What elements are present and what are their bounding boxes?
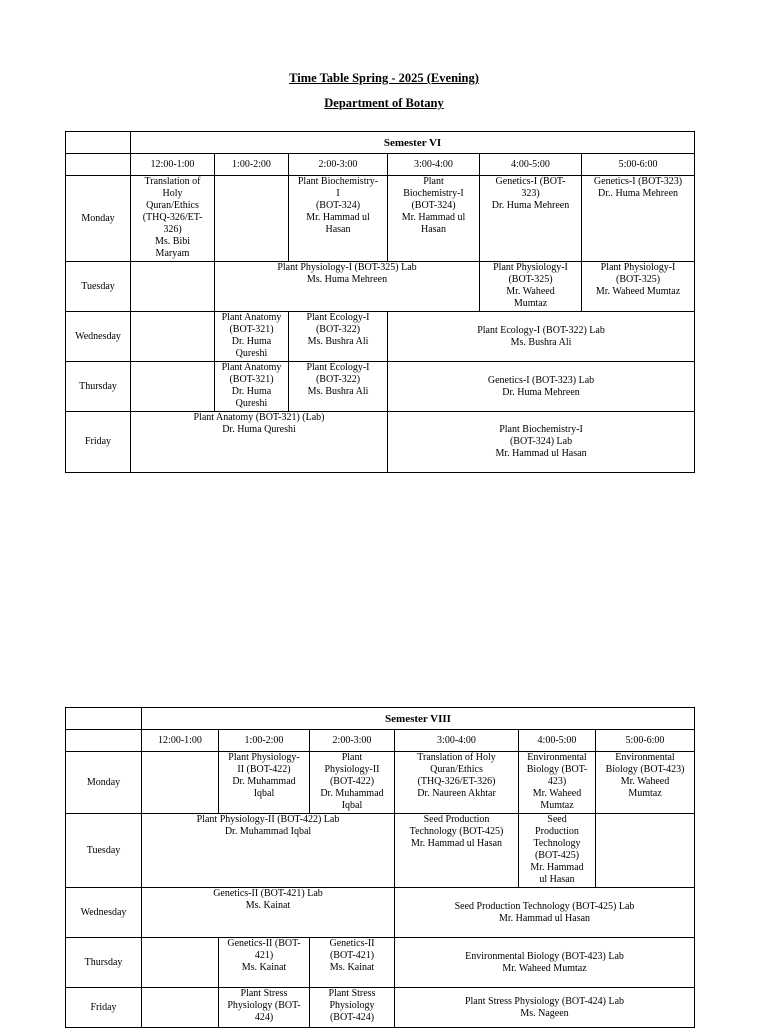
lab-cell: Seed Production Technology (BOT-425) Lab Mr. Hammad ul Hasan bbox=[395, 888, 695, 938]
class-cell: Genetics-II (BOT- 421) Ms. Kainat bbox=[219, 938, 310, 988]
tuesday-row bbox=[66, 814, 695, 888]
time-slot: 1:00-2:00 bbox=[215, 154, 289, 176]
monday-row bbox=[66, 752, 695, 814]
thursday-row bbox=[66, 938, 695, 988]
class-cell: Plant Ecology-I (BOT-322) Ms. Bushra Ali bbox=[289, 362, 388, 412]
empty-cell bbox=[142, 938, 219, 988]
corner-cell bbox=[66, 154, 131, 176]
class-cell: Genetics-I (BOT- 323) Dr. Huma Mehreen bbox=[480, 176, 582, 262]
lab-cell: Environmental Biology (BOT-423) Lab Mr. Waheed Mumtaz bbox=[395, 938, 695, 988]
class-cell: Seed Production Technology (BOT-425) Mr. Hammad ul Hasan bbox=[395, 814, 519, 888]
empty-cell bbox=[142, 752, 219, 814]
tuesday-row bbox=[66, 262, 695, 312]
time-slot: 12:00-1:00 bbox=[142, 730, 219, 752]
department-title: Department of Botany bbox=[324, 96, 444, 110]
class-cell: Plant Stress Physiology (BOT-424) bbox=[310, 988, 395, 1028]
lab-cell: Genetics-I (BOT-323) Lab Dr. Huma Mehreen bbox=[388, 362, 695, 412]
class-cell: Plant Physiology-II (BOT-422) Dr. Muhammad Iqbal bbox=[310, 752, 395, 814]
class-cell: Environmental Biology (BOT-423) Mr. Waheed Mumtaz bbox=[596, 752, 695, 814]
time-slot: 3:00-4:00 bbox=[388, 154, 480, 176]
corner-cell bbox=[66, 730, 142, 752]
time-slot: 1:00-2:00 bbox=[219, 730, 310, 752]
lab-cell: Plant Ecology-I (BOT-322) Lab Ms. Bushra Ali bbox=[388, 312, 695, 362]
day-label: Friday bbox=[66, 412, 131, 473]
time-slot: 3:00-4:00 bbox=[395, 730, 519, 752]
time-slot: 5:00-6:00 bbox=[582, 154, 695, 176]
day-label: Thursday bbox=[66, 938, 142, 988]
day-label: Wednesday bbox=[66, 312, 131, 362]
empty-cell bbox=[131, 362, 215, 412]
class-cell: Genetics-I (BOT-323) Dr.. Huma Mehreen bbox=[582, 176, 695, 262]
semester-viii-timetable bbox=[65, 707, 695, 1028]
class-cell: Seed Production Technology (BOT-425) Mr. Hammad ul Hasan bbox=[519, 814, 596, 888]
time-slot: 2:00-3:00 bbox=[310, 730, 395, 752]
empty-cell bbox=[215, 176, 289, 262]
day-label: Tuesday bbox=[66, 262, 131, 312]
empty-cell bbox=[596, 814, 695, 888]
class-cell: Plant Physiology-I (BOT-325) Mr. Waheed Mumtaz bbox=[582, 262, 695, 312]
class-cell: Translation of Holy Quran/Ethics (THQ-326/ET-326) Dr. Naureen Akhtar bbox=[395, 752, 519, 814]
class-cell: Plant Physiology-I (BOT-325) Mr. Waheed Mumtaz bbox=[480, 262, 582, 312]
semester-heading: Semester VI bbox=[131, 132, 695, 154]
time-slot: 4:00-5:00 bbox=[519, 730, 596, 752]
lab-cell: Plant Anatomy (BOT-321) (Lab) Dr. Huma Qureshi bbox=[131, 412, 388, 473]
semester-vi-timetable bbox=[65, 131, 695, 473]
day-label: Monday bbox=[66, 752, 142, 814]
time-slot: 12:00-1:00 bbox=[131, 154, 215, 176]
class-cell: Environmental Biology (BOT- 423) Mr. Waheed Mumtaz bbox=[519, 752, 596, 814]
day-label: Friday bbox=[66, 988, 142, 1028]
friday-row bbox=[66, 988, 695, 1028]
lab-cell: Plant Biochemistry-I (BOT-324) Lab Mr. Hammad ul Hasan bbox=[388, 412, 695, 473]
lab-cell: Plant Stress Physiology (BOT-424) Lab Ms. Nageen bbox=[395, 988, 695, 1028]
lab-cell: Plant Physiology-I (BOT-325) Lab Ms. Huma Mehreen bbox=[215, 262, 480, 312]
day-label: Monday bbox=[66, 176, 131, 262]
monday-row bbox=[66, 176, 695, 262]
class-cell: Plant Anatomy (BOT-321) Dr. Huma Qureshi bbox=[215, 362, 289, 412]
class-cell: Plant Anatomy (BOT-321) Dr. Huma Qureshi bbox=[215, 312, 289, 362]
day-label: Wednesday bbox=[66, 888, 142, 938]
lab-cell: Genetics-II (BOT-421) Lab Ms. Kainat bbox=[142, 888, 395, 938]
semester-heading: Semester VIII bbox=[142, 708, 695, 730]
class-cell: Plant Ecology-I (BOT-322) Ms. Bushra Ali bbox=[289, 312, 388, 362]
corner-cell bbox=[66, 708, 142, 730]
friday-row bbox=[66, 412, 695, 473]
day-label: Thursday bbox=[66, 362, 131, 412]
time-slot: 4:00-5:00 bbox=[480, 154, 582, 176]
page-title: Time Table Spring - 2025 (Evening) bbox=[289, 71, 479, 85]
empty-cell bbox=[142, 988, 219, 1028]
class-cell: Genetics-II (BOT-421) Ms. Kainat bbox=[310, 938, 395, 988]
class-cell: Plant Stress Physiology (BOT- 424) bbox=[219, 988, 310, 1028]
time-slot: 2:00-3:00 bbox=[289, 154, 388, 176]
wednesday-row bbox=[66, 888, 695, 938]
empty-cell bbox=[131, 262, 215, 312]
corner-cell bbox=[66, 132, 131, 154]
empty-cell bbox=[131, 312, 215, 362]
class-cell: Plant Biochemistry- I (BOT-324) Mr. Hammad ul Hasan bbox=[289, 176, 388, 262]
class-cell: Translation of Holy Quran/Ethics (THQ-326/ET- 326) Ms. Bibi Maryam bbox=[131, 176, 215, 262]
day-label: Tuesday bbox=[66, 814, 142, 888]
time-slot: 5:00-6:00 bbox=[596, 730, 695, 752]
thursday-row bbox=[66, 362, 695, 412]
wednesday-row bbox=[66, 312, 695, 362]
lab-cell: Plant Physiology-II (BOT-422) Lab Dr. Muhammad Iqbal bbox=[142, 814, 395, 888]
class-cell: Plant Physiology- II (BOT-422) Dr. Muhammad Iqbal bbox=[219, 752, 310, 814]
class-cell: Plant Biochemistry-I (BOT-324) Mr. Hammad ul Hasan bbox=[388, 176, 480, 262]
